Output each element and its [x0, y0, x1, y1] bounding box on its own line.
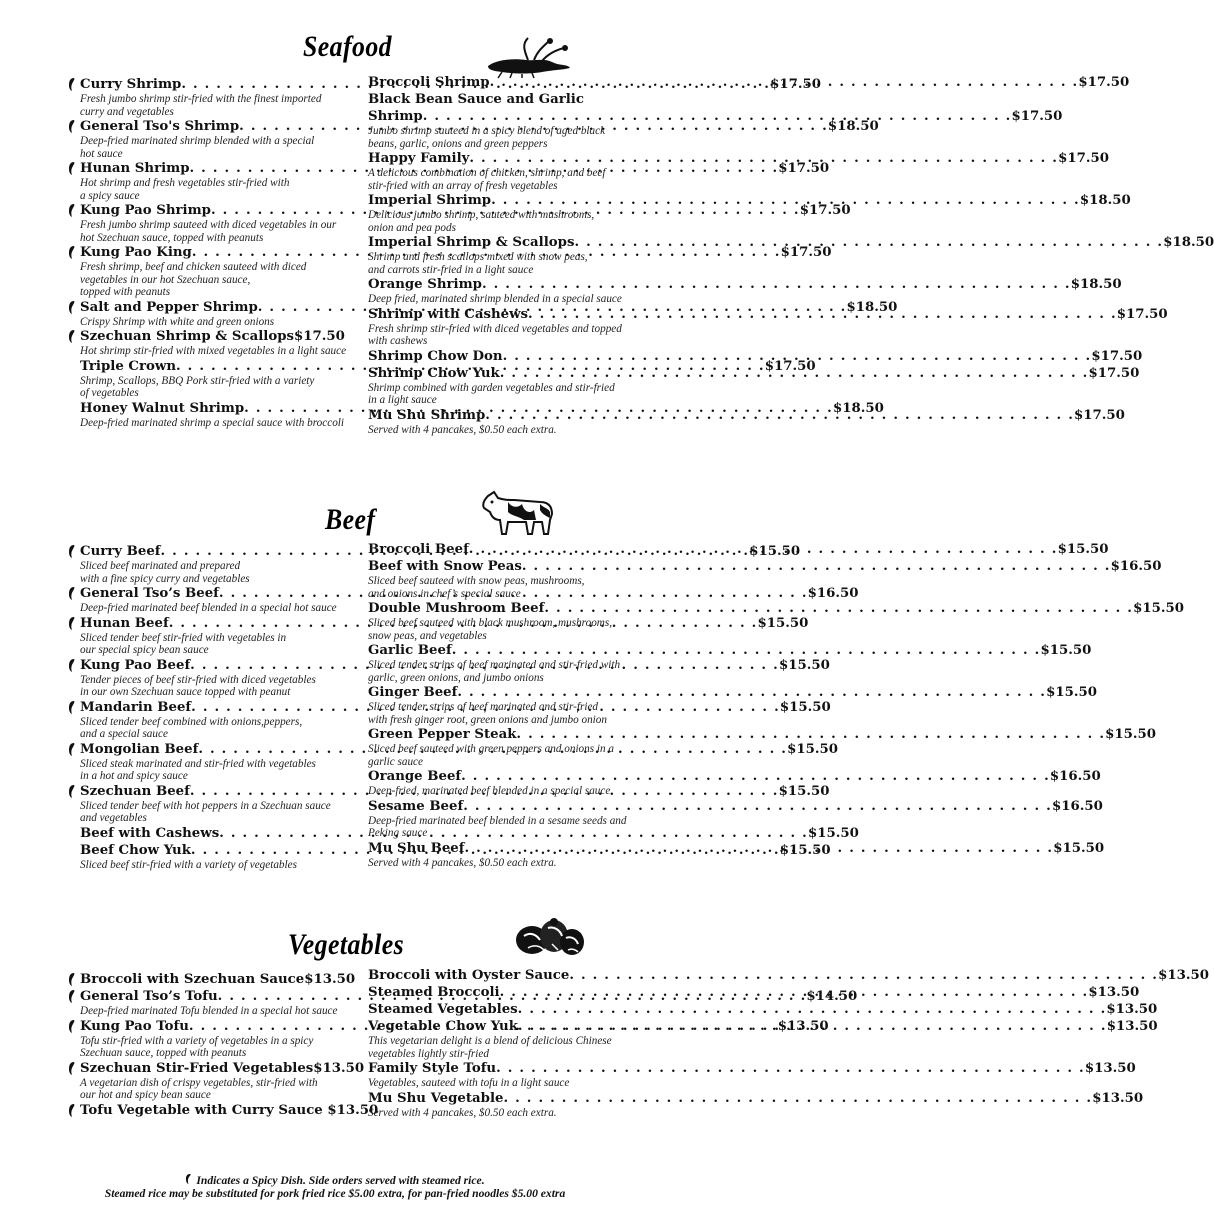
- menu-item-description: Deep-fried marinated shrimp a special sauce with broccoli: [80, 416, 345, 429]
- menu-item-name: Kung Pao Tofu: [80, 1018, 189, 1034]
- chili-pepper-icon: [68, 300, 76, 315]
- menu-item: [80, 971, 356, 988]
- dot-leader: [518, 1001, 1107, 1018]
- menu-item-description: Sliced beef sauteed with green peppers and onions in a: [368, 743, 614, 755]
- menu-item: [368, 276, 1122, 306]
- menu-item-name-line: Black Bean Sauce and Garlic: [368, 92, 584, 107]
- menu-item: [368, 558, 1162, 600]
- menu-item-line: [368, 1001, 1158, 1018]
- menu-item-name: General Tso's Shrimp: [80, 119, 240, 134]
- chili-pepper-icon: [68, 161, 76, 176]
- menu-item-description: Hot shrimp and fresh vegetables stir-fried with: [80, 177, 290, 189]
- menu-item: [80, 1102, 379, 1119]
- menu-item-price: $16.50: [807, 586, 859, 601]
- menu-item-price: $13.50: [327, 1102, 379, 1118]
- menu-item-description: Crispy Shrimp with white and green onions: [80, 315, 275, 328]
- menu-item-description: Served with 4 pancakes, $0.50 each extra.: [368, 856, 557, 869]
- menu-item-line: [368, 348, 1143, 365]
- menu-item-description: Served with 4 pancakes, $0.50 each extra.: [368, 423, 557, 436]
- menu-item-price: $15.50: [787, 741, 838, 757]
- menu-item-price: $18.50: [827, 119, 879, 134]
- menu-item-price: $18.50: [846, 299, 898, 315]
- menu-item-line: [368, 1060, 1136, 1077]
- menu-item: [368, 840, 1105, 870]
- menu-item-price: $17.50: [764, 358, 816, 374]
- menu-item-price: $17.50: [799, 203, 851, 218]
- menu-item-price: $15.50: [1046, 685, 1098, 700]
- menu-item-name: General Tso’s Tofu: [80, 989, 218, 1004]
- menu-item-price: $15.50: [779, 842, 831, 858]
- menu-item-name: Family Style Tofu: [368, 1061, 497, 1076]
- menu-item-description: Sliced steak marinated and stir-fried with vegetables: [80, 757, 316, 770]
- menu-item: [368, 1090, 1144, 1120]
- menu-item: [80, 1060, 365, 1102]
- menu-item-description: Szechuan sauce, topped with peanuts: [80, 1047, 247, 1059]
- menu-item-description: Sliced beef sauteed with snow peas, mushrooms,: [368, 575, 585, 587]
- menu-item-description: Deep-fried marinated shrimp blended with a special: [80, 135, 315, 147]
- menu-item-description: A vegetarian dish of crispy vegetables, stir-fried with: [80, 1076, 318, 1089]
- menu-item-name: Shrimp: [368, 109, 423, 124]
- menu-item-description: Fresh shrimp stir-fried with diced vegetables and topped: [368, 322, 622, 335]
- menu-item-description: Sliced beef stir-fried with a variety of vegetables: [80, 858, 297, 871]
- menu-item-description: Sliced beef marinated and prepared: [80, 560, 241, 572]
- menu-item-name: Triple Crown: [80, 358, 176, 374]
- menu-item-price: $13.50: [1088, 985, 1140, 1000]
- menu-item-description: garlic sauce: [368, 755, 423, 768]
- menu-item-description: in a hot and spicy sauce: [80, 770, 188, 782]
- menu-item-description: vegetables lightly stir-fried: [368, 1047, 489, 1060]
- dot-leader: [464, 840, 1053, 857]
- menu-item-name: General Tso’s Beef: [80, 586, 219, 601]
- menu-item-price: $17.50: [293, 329, 345, 344]
- menu-item-description: topped with peanuts: [80, 286, 171, 298]
- menu-item-price: $16.50: [1110, 559, 1162, 574]
- menu-item-price: $18.50: [832, 400, 884, 416]
- menu-item-description: stir-fried with an array of fresh vegetables: [368, 179, 558, 192]
- menu-item-price: $16.50: [1051, 798, 1103, 814]
- beef-right-column: [368, 541, 1185, 869]
- menu-item: [368, 684, 1098, 726]
- chili-pepper-icon: [68, 989, 76, 1004]
- menu-item-price: $17.50: [1011, 109, 1063, 124]
- dot-leader: [528, 306, 1117, 323]
- menu-item: [368, 74, 1130, 91]
- menu-item-price: $13.50: [1158, 968, 1209, 983]
- chili-pepper-icon: [68, 203, 76, 218]
- dot-leader: [503, 348, 1092, 365]
- menu-item-description: Sliced tender strips of beef marinated and stir-fried: [368, 701, 599, 713]
- dot-leader: [503, 1090, 1092, 1107]
- dot-leader: [461, 768, 1050, 785]
- menu-item-price: $17.50: [770, 77, 821, 92]
- menu-item-price: $13.50: [1084, 1061, 1136, 1076]
- menu-item-description: onion and pea pods: [368, 221, 456, 234]
- menu-item-description: Deep fried, marinated shrimp blended in a special sauce: [368, 293, 622, 305]
- menu-item-description: vegetables in our hot Szechuan sauce,: [80, 273, 251, 286]
- dot-leader: [569, 967, 1158, 984]
- seafood-right-column: [368, 74, 1214, 436]
- menu-item: [368, 348, 1143, 365]
- menu-item-name: Double Mushroom Beef: [368, 601, 545, 616]
- menu-item-price: $15.50: [1133, 601, 1185, 616]
- menu-item-description: Shrimp combined with garden vegetables and stir-fried: [368, 381, 615, 394]
- menu-item-name: Imperial Shrimp & Scallops: [368, 235, 575, 250]
- menu-item-name: Shrimp with Cashews: [368, 306, 529, 322]
- menu-item-description: Sliced tender beef with hot peppers in a Szechuan sauce: [80, 799, 331, 812]
- menu-item-price: $13.50: [304, 972, 356, 987]
- menu-item-price: $18.50: [1070, 277, 1122, 292]
- menu-item-description: Hot shrimp stir-fried with mixed vegetables in a light sauce: [80, 345, 347, 357]
- menu-item: [368, 726, 1157, 768]
- menu-item-description: Sliced tender strips of beef marinated and stir-fried with: [368, 659, 621, 671]
- menu-item-description: our hot and spicy bean sauce: [80, 1089, 211, 1101]
- menu-item-line: [368, 1018, 1158, 1035]
- menu-item-price: $13.50: [1092, 1090, 1144, 1106]
- menu-item-name: Orange Beef: [368, 769, 462, 784]
- menu-item-price: $17.50: [1088, 365, 1140, 381]
- menu-item-name: Hunan Beef: [80, 615, 169, 631]
- chili-pepper-icon: [68, 700, 76, 715]
- menu-item-name: Broccoli Beef: [368, 542, 469, 557]
- menu-item-description: Tofu stir-fried with a variety of vegetables in a spicy: [80, 1034, 314, 1047]
- menu-item-name: Steamed Vegetables: [368, 1002, 518, 1017]
- menu-item-description: curry and vegetables: [80, 105, 174, 118]
- menu-item-description: Jumbo shrimp sauteed in a spicy blend of aged black: [368, 125, 606, 137]
- chili-pepper-icon: [68, 972, 76, 987]
- menu-item-description: Peking sauce: [368, 827, 428, 839]
- menu-item-line: [368, 150, 1110, 167]
- menu-item-description: Served with 4 pancakes, $0.50 each extra.: [368, 1106, 557, 1119]
- menu-item-price: $15.50: [1040, 643, 1092, 658]
- menu-item-line: [80, 1060, 365, 1077]
- menu-item-name: Salt and Pepper Shrimp: [80, 299, 258, 315]
- menu-item-price: $15.50: [1053, 840, 1105, 856]
- dot-leader: [516, 726, 1105, 743]
- menu-item-name: Hunan Shrimp: [80, 161, 190, 176]
- vegetables-illustration: [514, 914, 586, 960]
- menu-item: [368, 600, 1185, 642]
- menu-item-name: Happy Family: [368, 151, 470, 166]
- menu-item-price: $15.50: [779, 699, 831, 715]
- cow-illustration: [478, 490, 556, 538]
- menu-item-name: Curry Shrimp: [80, 77, 182, 92]
- dot-leader: [452, 642, 1041, 659]
- menu-item-description: Fresh shrimp, beef and chicken sauteed with diced: [80, 261, 307, 273]
- menu-item-line: [80, 328, 345, 345]
- menu-item-description: with a fine spicy curry and vegetables: [80, 572, 250, 585]
- menu-item: [368, 365, 1140, 407]
- menu-item-name: Broccoli with Oyster Sauce: [368, 968, 570, 983]
- menu-item-name: Shrimp Chow Yuk: [368, 365, 500, 381]
- menu-item-price: $15.50: [1105, 727, 1157, 742]
- menu-item-name: Mongolian Beef: [80, 741, 199, 757]
- menu-item-description: and carrots stir-fried in a light sauce: [368, 263, 534, 276]
- menu-item-price: $17.50: [1074, 407, 1125, 423]
- menu-item: [368, 967, 1209, 984]
- menu-item-name: Sesame Beef: [368, 798, 464, 814]
- menu-item-line: [368, 600, 1185, 617]
- menu-item-line: [80, 1102, 379, 1119]
- chili-pepper-icon: [68, 77, 76, 92]
- chili-pepper-icon: [68, 1103, 76, 1118]
- menu-item-line: [368, 234, 1214, 251]
- menu-item-line: [368, 74, 1130, 91]
- menu-item-line: [368, 798, 1103, 815]
- menu-item-name: Broccoli Shrimp: [368, 75, 490, 90]
- menu-item-name: Mandarin Beef: [80, 699, 192, 715]
- menu-item-description: hot Szechuan sauce, topped with peanuts: [80, 231, 264, 244]
- dot-leader: [485, 407, 1074, 424]
- menu-item-name: Imperial Shrimp: [368, 193, 492, 208]
- menu-item-line: [368, 276, 1122, 293]
- menu-item-name: Beef Chow Yuk: [80, 842, 191, 858]
- menu-item-description: Sliced tender beef combined with onions,peppers,: [80, 715, 303, 728]
- menu-item-description: Tender pieces of beef stir-fried with diced vegetables: [80, 673, 316, 686]
- dot-leader: [482, 276, 1071, 293]
- menu-item: [80, 328, 347, 358]
- chili-pepper-icon: [68, 1061, 76, 1076]
- menu-item-name: Kung Pao King: [80, 245, 192, 260]
- menu-item-description: our special spicy bean sauce: [80, 644, 209, 656]
- menu-item: [368, 1001, 1158, 1018]
- menu-item-description: hot sauce: [80, 147, 123, 160]
- menu-item-name: Tofu Vegetable with Curry Sauce: [80, 1102, 323, 1118]
- menu-item-line: [368, 365, 1140, 382]
- menu-item-line: [368, 840, 1105, 857]
- footer-note-2: Steamed rice may be substituted for pork fried rice $5.00 extra, for pan-fried noodles $5.00 extra: [104, 1187, 566, 1200]
- dot-leader: [490, 74, 1079, 91]
- dot-leader: [469, 541, 1058, 558]
- menu-item-line: [368, 684, 1098, 701]
- dot-leader: [491, 192, 1080, 209]
- menu-item-price: $15.50: [778, 783, 830, 799]
- menu-item-price: $17.50: [780, 245, 832, 260]
- menu-item-description: Shrimp, Scallops, BBQ Pork stir-fried with a variety: [80, 374, 315, 387]
- menu-item-price: $18.50: [1163, 235, 1214, 250]
- dot-leader: [423, 108, 1012, 125]
- menu-item-name: Steamed Broccoli: [368, 985, 500, 1000]
- chili-pepper-icon: [68, 329, 76, 344]
- dot-leader: [463, 798, 1052, 815]
- chili-pepper-icon: [68, 245, 76, 260]
- seafood-title: Seafood: [303, 30, 393, 63]
- menu-item-price: $18.50: [1079, 193, 1131, 208]
- menu-item-line: [368, 541, 1109, 558]
- menu-item: [368, 642, 1092, 684]
- dot-leader: [518, 1018, 1107, 1035]
- menu-item-name: Honey Walnut Shrimp: [80, 400, 245, 416]
- beef-title: Beef: [325, 503, 376, 536]
- menu-item-description: Sliced tender beef stir-fried with vegetables in: [80, 631, 287, 644]
- menu-item-description: in a light sauce: [368, 394, 437, 406]
- menu-item-price: $13.50: [1106, 1002, 1158, 1017]
- dot-leader: [457, 684, 1046, 701]
- menu-item-name: Shrimp Chow Don: [368, 348, 503, 364]
- menu-item-name: Mu Shu Shrimp: [368, 407, 486, 423]
- menu-item-description: and vegetables: [80, 812, 147, 824]
- menu-item-description: Fresh jumbo shrimp sauteed with diced vegetables in our: [80, 219, 337, 231]
- menu-item-name: Szechuan Shrimp & Scallops: [80, 329, 294, 344]
- menu-item-description: with cashews: [368, 335, 428, 347]
- menu-item-line: [368, 1090, 1144, 1107]
- menu-item-name: Szechuan Beef: [80, 783, 190, 799]
- menu-item-price: $13.50: [777, 1018, 829, 1034]
- menu-item-line: [368, 768, 1101, 785]
- menu-item-name: Beef with Snow Peas: [368, 559, 522, 574]
- vegetables-title: Vegetables: [288, 928, 405, 961]
- menu-item-price: $15.50: [757, 615, 809, 631]
- menu-item-line: [368, 192, 1131, 209]
- menu-item-line: [368, 558, 1162, 575]
- menu-item-description: Deep-fried marinated beef blended in a sesame seeds and: [368, 814, 627, 827]
- menu-item-price: $16.50: [1049, 769, 1101, 784]
- dot-leader: [496, 1060, 1085, 1077]
- menu-item-price: $15.50: [1057, 542, 1109, 557]
- menu-item: [368, 150, 1110, 192]
- menu-item-name: Mu Shu Beef: [368, 840, 465, 856]
- menu-item-price: $15.50: [749, 544, 801, 559]
- menu-item-description: Fresh jumbo shrimp stir-fried with the finest imported: [80, 93, 322, 105]
- menu-item-description: Deep-fried marinated beef blended in a special hot sauce: [80, 602, 337, 614]
- footer-spicy-note: Indicates a Spicy Dish. Side orders served with steamed rice.: [196, 1174, 485, 1187]
- menu-item-name: Kung Pao Beef: [80, 657, 191, 673]
- dot-leader: [469, 150, 1058, 167]
- menu-item-price: $14.50: [806, 989, 858, 1004]
- chili-pepper-icon: [68, 658, 76, 673]
- menu-item-description: A delicious combination of chicken, shrimp, and beef: [368, 167, 606, 179]
- menu-item-description: of vegetables: [80, 387, 139, 399]
- menu-item-price: $17.50: [1078, 75, 1130, 90]
- menu-item: [368, 541, 1109, 558]
- menu-item-description: and onions in chef’s special sauce: [368, 587, 521, 600]
- menu-item-price: $17.50: [1116, 306, 1168, 322]
- menu-item-description: Vegetables, sauteed with tofu in a light sauce: [368, 1077, 570, 1089]
- menu-item-line: [368, 642, 1092, 659]
- menu-item-price: $17.50: [778, 161, 830, 176]
- menu-item-price: $15.50: [807, 825, 859, 841]
- footer-note-1: [0, 1173, 670, 1188]
- menu-item-name: Orange Shrimp: [368, 277, 482, 292]
- lobster-illustration: [482, 36, 572, 78]
- menu-item-name: Vegetable Chow Yuk: [368, 1019, 518, 1034]
- menu-item-name: Broccoli with Szechuan Sauce: [80, 972, 305, 987]
- menu-item-description: beans, garlic, onions and green peppers: [368, 137, 548, 150]
- chili-pepper-icon: [68, 742, 76, 757]
- chili-pepper-icon: [68, 586, 76, 601]
- menu-item-description: Delicious jumbo shrimp, sauteed with mushrooms,: [368, 209, 595, 221]
- menu-item-name: Curry Beef: [80, 544, 161, 559]
- menu-item-description: Sliced beef sauteed with black mushroom, mushrooms,: [368, 617, 613, 629]
- menu-item-name: Mu Shu Vegetable: [368, 1090, 504, 1106]
- menu-item-description: a spicy sauce: [80, 189, 140, 202]
- menu-item-price: $13.50: [313, 1060, 365, 1076]
- dot-leader: [574, 234, 1163, 251]
- menu-item-name: Green Pepper Steak: [368, 727, 517, 742]
- menu-item-description: Deep-fried, marinated beef blended in a special sauce: [368, 785, 611, 797]
- menu-item-line: [368, 967, 1209, 984]
- menu-item-description: with fresh ginger root, green onions and jumbo onion: [368, 713, 607, 726]
- chili-pepper-icon: [68, 616, 76, 631]
- menu-item-price: $17.50: [1091, 348, 1143, 364]
- chili-pepper-icon: [68, 544, 76, 559]
- menu-item-price: $13.50: [1106, 1019, 1158, 1034]
- menu-item-line: [80, 971, 356, 988]
- chili-pepper-icon: [68, 1019, 76, 1034]
- menu-item-description: and a special sauce: [80, 728, 168, 740]
- menu-item-line: [368, 726, 1157, 743]
- menu-item-description: This vegetarian delight is a blend of delicious Chinese: [368, 1035, 612, 1047]
- dot-leader: [500, 984, 1089, 1001]
- dot-leader: [500, 365, 1089, 382]
- menu-item-name: Kung Pao Shrimp: [80, 203, 211, 218]
- menu-item-line: [368, 108, 1063, 125]
- menu-item-price: $17.50: [1058, 151, 1110, 166]
- menu-item: [368, 1060, 1136, 1090]
- menu-item-price: $15.50: [778, 657, 830, 673]
- menu-item-name: Szechuan Stir-Fried Vegetables: [80, 1060, 314, 1076]
- menu-item-description: Shrimp and fresh scallops mixed with snow peas,: [368, 251, 588, 263]
- menu-item-name: Garlic Beef: [368, 643, 452, 658]
- chili-pepper-icon: [68, 784, 76, 799]
- menu-item-description: snow peas, and vegetables: [368, 629, 487, 642]
- menu-item: [368, 1018, 1158, 1060]
- dot-leader: [544, 600, 1133, 617]
- menu-item-description: garlic, green onions, and jumbo onions: [368, 671, 544, 684]
- chili-pepper-icon: [185, 1173, 192, 1185]
- chili-pepper-icon: [68, 119, 76, 134]
- menu-item-description: Deep-fried marinated Tofu blended in a special hot sauce: [80, 1005, 338, 1017]
- menu-item-name: Beef with Cashews: [80, 825, 220, 841]
- menu-item-name: Ginger Beef: [368, 685, 458, 700]
- dot-leader: [522, 558, 1111, 575]
- menu-item-description: in our own Szechuan sauce topped with peanut: [80, 686, 291, 698]
